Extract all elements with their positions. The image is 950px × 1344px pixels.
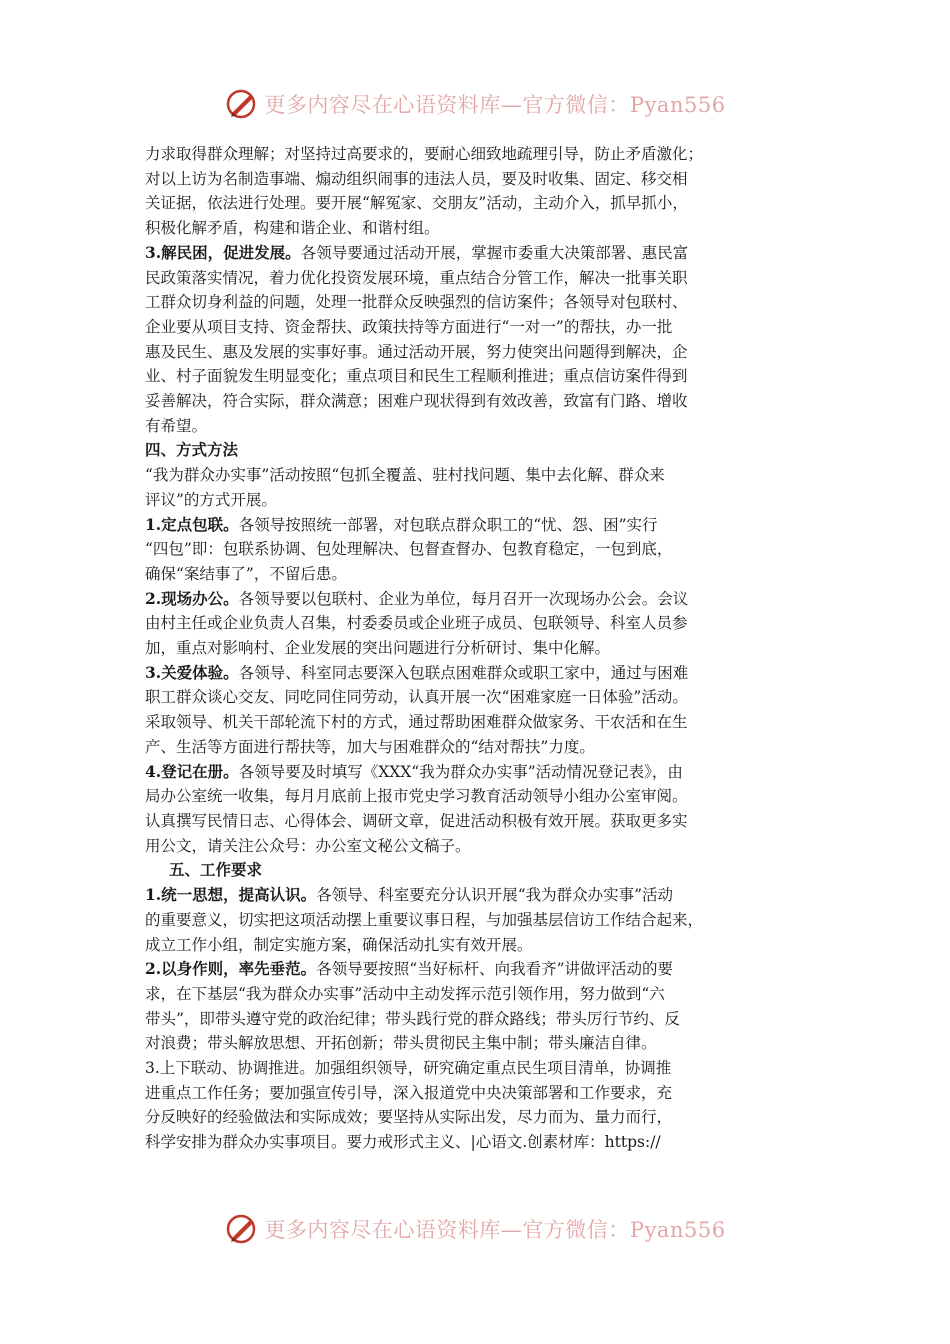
paragraph-line [145, 1130, 810, 1155]
paragraph-lead: 2.以身作则，率先垂范。 [145, 959, 317, 979]
line-text: 力求取得群众理解；对坚持过高要求的，要耐心细致地疏理引导，防止矛盾激化； [145, 145, 704, 163]
paragraph-line [145, 463, 810, 488]
paragraph-line [145, 537, 810, 562]
line-text: 由村主任或企业负责人召集，村委委员或企业班子成员、包联领导、科室人员参 [145, 614, 688, 633]
line-text: “四包”即：包联系协调、包处理解决、包督查督办、包教育稳定，一包到底， [145, 540, 673, 559]
paragraph-line [145, 784, 810, 809]
paragraph-lead: 4.登记在册。 [145, 761, 239, 781]
line-text: 惠及民生、惠及发展的实事好事。通过活动开展，努力使突出问题得到解决，企 [145, 342, 688, 361]
paragraph-line [145, 364, 810, 389]
line-text: 局办公室统一收集，每月月底前上报市党史学习教育活动领导小组办公室审阅。 [145, 787, 688, 806]
paragraph-line [145, 340, 810, 365]
paragraph-line [145, 142, 810, 167]
section-heading: 四、方式方法 [145, 440, 239, 460]
paragraph-line [145, 414, 810, 439]
line-text: “我为群众办实事”活动按照“包抓全覆盖、驻村找问题、集中去化解、群众来 [145, 466, 665, 485]
paragraph-line [145, 834, 810, 859]
paragraph-line [145, 661, 810, 686]
pen-logo-icon [224, 86, 260, 122]
paragraph-line [145, 1105, 810, 1130]
header-banner [0, 84, 950, 124]
line-text: 各领导、科室要充分认识开展“我为群众办实事”活动 [316, 886, 674, 905]
paragraph-lead: 2.现场办公。 [145, 588, 239, 608]
paragraph-line [145, 611, 810, 636]
section-heading: 五、工作要求 [169, 860, 263, 880]
line-text: 3.上下联动、协调推进。加强组织领导，研究确定重点民生项目清单，协调推 [145, 1059, 672, 1078]
line-text: 企业要从项目支持、资金帮扶、政策扶持等方面进行“一对一”的帮扶，办一批 [145, 317, 673, 336]
paragraph-line [145, 488, 810, 513]
banner-text: 更多内容尽在心语资料库—官方微信：Pyan556 [264, 1218, 726, 1242]
line-text: 认真撰写民情日志、心得体会、调研文章，促进活动积极有效开展。获取更多实 [145, 811, 688, 830]
line-text: 确保“案结事了”，不留后患。 [145, 564, 347, 583]
paragraph-line [145, 809, 810, 834]
line-text: 妥善解决，符合实际，群众满意；困难户现状得到有效改善，致富有门路、增收 [145, 392, 688, 411]
line-text: 有希望。 [145, 416, 208, 435]
line-text: 民政策落实情况，着力优化投资发展环境，重点结合分管工作，解决一批事关职 [145, 268, 688, 287]
paragraph-line [145, 191, 810, 216]
line-text: 各领导、科室同志要深入包联点困难群众或职工家中，通过与困难 [238, 663, 689, 682]
line-text: 分反映好的经验做法和实际成效；要坚持从实际出发，尽力而为、量力而行， [145, 1108, 673, 1127]
paragraph-lead: 3.解民困，促进发展。 [145, 242, 301, 262]
paragraph-line [145, 389, 810, 414]
paragraph-line [145, 933, 810, 958]
line-text: 加，重点对影响村、企业发展的突出问题进行分析研讨、集中化解。 [145, 639, 611, 658]
line-text: 积极化解矛盾，构建和谐企业、和谐村组。 [145, 219, 440, 238]
line-text: 关证据，依法进行处理。要开展“解冤家、交朋友”活动，主动介入，抓早抓小， [145, 194, 688, 213]
paragraph-line [145, 982, 810, 1007]
paragraph-lead: 1.定点包联。 [145, 514, 239, 534]
line-text: 带头”，即带头遵守党的政治纪律；带头践行党的群众路线；带头厉行节约、反 [145, 1009, 680, 1028]
line-text: 对以上访为名制造事端、煽动组织闹事的违法人员，要及时收集、固定、移交相 [145, 169, 688, 188]
line-text: 职工群众谈心交友、同吃同住同劳动，认真开展一次“困难家庭一日体验”活动。 [145, 688, 688, 707]
line-text: 进重点工作任务；要加强宣传引导，深入报道党中央决策部署和工作要求，充 [145, 1083, 673, 1102]
paragraph-line [145, 587, 810, 612]
line-text: 各领导按照统一部署，对包联点群众职工的“忧、怨、困”实行 [238, 515, 658, 534]
banner-text: 更多内容尽在心语资料库—官方微信：Pyan556 [264, 93, 726, 117]
paragraph-line [145, 735, 810, 760]
pen-logo-icon [224, 1211, 260, 1247]
paragraph-line [145, 241, 810, 266]
paragraph-line [145, 167, 810, 192]
line-text: 产、生活等方面进行帮扶等，加大与困难群众的“结对帮扶”力度。 [145, 737, 595, 756]
paragraph-line [145, 290, 810, 315]
line-text: 各领导要通过活动开展，掌握市委重大决策部署、惠民富 [300, 243, 689, 262]
paragraph-line [145, 216, 810, 241]
paragraph-line [145, 266, 810, 291]
line-text: 各领导要按照“当好标杆、向我看齐”讲做评活动的要 [316, 960, 674, 979]
line-text: 成立工作小组，制定实施方案，确保活动扎实有效开展。 [145, 935, 533, 954]
paragraph-lead: 3.关爱体验。 [145, 662, 239, 682]
paragraph-line [145, 315, 810, 340]
paragraph-line [145, 710, 810, 735]
paragraph-line [145, 1081, 810, 1106]
paragraph-lead: 1.统一思想，提高认识。 [145, 885, 317, 905]
paragraph-line [145, 760, 810, 785]
line-text: 对浪费；带头解放思想、开拓创新；带头贯彻民主集中制；带头廉洁自律。 [145, 1034, 657, 1053]
paragraph-line [145, 957, 810, 982]
document-body [145, 142, 810, 1155]
line-text: 各领导要及时填写《XXX“我为群众办实事”活动情况登记表》，由 [238, 762, 683, 781]
line-text: 采取领导、机关干部轮流下村的方式，通过帮助困难群众做家务、干农活和在生 [145, 713, 688, 732]
paragraph-line [145, 1007, 810, 1032]
line-text: 科学安排为群众办实事项目。要力戒形式主义、|心语文.创素材库：https:// [145, 1133, 661, 1152]
paragraph-line [145, 1056, 810, 1081]
line-text: 的重要意义，切实把这项活动摆上重要议事日程，与加强基层信访工作结合起来， [145, 910, 704, 929]
line-text: 业、村子面貌发生明显变化；重点项目和民生工程顺利推进；重点信访案件得到 [145, 367, 688, 386]
line-text: 各领导要以包联村、企业为单位，每月召开一次现场办公会。会议 [238, 589, 689, 608]
footer-banner [0, 1209, 950, 1249]
line-text: 用公文，请关注公众号：办公室文秘公文稿子。 [145, 836, 471, 855]
paragraph-line [145, 685, 810, 710]
line-text: 工群众切身利益的问题，处理一批群众反映强烈的信访案件；各领导对包联村、 [145, 293, 688, 312]
paragraph-line [145, 562, 810, 587]
line-text: 求，在下基层“我为群众办实事”活动中主动发挥示范引领作用，努力做到“六 [145, 984, 665, 1003]
paragraph-line [145, 513, 810, 538]
paragraph-line [145, 883, 810, 908]
paragraph-line [145, 1031, 810, 1056]
paragraph-line [145, 636, 810, 661]
line-text: 评议”的方式开展。 [145, 490, 277, 509]
paragraph-line [145, 908, 810, 933]
